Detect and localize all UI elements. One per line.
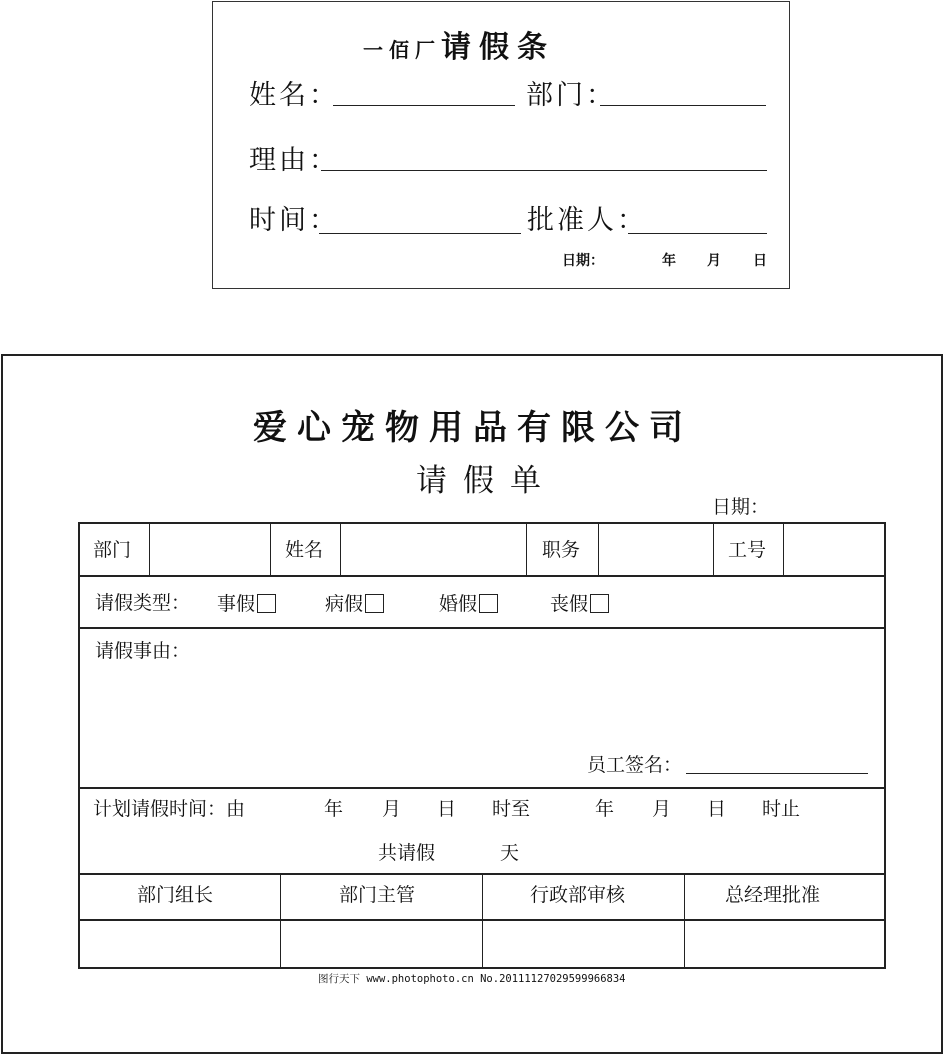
general-manager-signature-cell[interactable] [686, 921, 883, 966]
leave-type-marriage [439, 594, 498, 614]
end-month-label: 月 [652, 798, 672, 820]
leave-type-bereavement-checkbox[interactable] [590, 594, 609, 613]
approval-general-manager: 总经理批准 [725, 884, 821, 906]
row-divider [80, 575, 884, 577]
col-divider [482, 873, 483, 967]
leave-type-sick-checkbox[interactable] [365, 594, 384, 613]
col-divider [684, 873, 685, 967]
approval-team-lead: 部门组长 [137, 884, 214, 906]
leave-type-personal [217, 594, 276, 614]
leave-type-sick [325, 594, 384, 614]
reason-label: 请假事由： [95, 640, 191, 662]
position-input[interactable] [600, 524, 712, 575]
slip-year-label: 年 [662, 253, 676, 269]
slip-title [363, 22, 555, 66]
department-label: 部门 [93, 539, 132, 561]
slip-time-label: 时间： [249, 205, 339, 236]
slip-title-prefix: 一佰厂 [363, 38, 441, 62]
leave-slip [212, 1, 790, 289]
start-day-label: 日 [437, 798, 457, 820]
leave-form-table [78, 522, 886, 969]
team-lead-signature-cell[interactable] [82, 921, 279, 966]
slip-department-field[interactable] [600, 105, 766, 106]
slip-name-label: 姓名： [249, 80, 339, 111]
total-days-suffix: 天 [500, 842, 520, 864]
start-year-label: 年 [324, 798, 344, 820]
department-input[interactable] [151, 524, 269, 575]
leave-type-bereavement-label: 丧假 [550, 593, 589, 615]
col-divider [270, 524, 271, 575]
slip-reason-label: 理由： [249, 145, 339, 176]
col-divider [598, 524, 599, 575]
leave-type-bereavement [550, 594, 609, 614]
slip-approver-field[interactable] [628, 233, 767, 234]
reason-textarea[interactable] [82, 664, 882, 754]
leave-type-marriage-label: 婚假 [439, 593, 478, 615]
dept-manager-signature-cell[interactable] [282, 921, 481, 966]
row-divider [80, 627, 884, 629]
leave-type-sick-label: 病假 [325, 593, 364, 615]
company-name: 爱心宠物用品有限公司 [253, 408, 693, 448]
employee-id-input[interactable] [785, 524, 883, 575]
schedule-to-label: 时至 [492, 798, 531, 820]
col-divider [713, 524, 714, 575]
position-label: 职务 [542, 539, 581, 561]
name-input[interactable] [342, 524, 525, 575]
employee-id-label: 工号 [728, 539, 767, 561]
signature-field[interactable] [686, 773, 868, 774]
watermark-text: 图行天下 www.photophoto.cn No.20111127029599966834 [318, 973, 626, 985]
row-divider [80, 787, 884, 789]
leave-type-label: 请假类型： [95, 592, 191, 614]
start-month-label: 月 [382, 798, 402, 820]
col-divider [526, 524, 527, 575]
col-divider [149, 524, 150, 575]
slip-day-label: 日 [753, 253, 767, 269]
total-days-prefix: 共请假 [378, 842, 436, 864]
slip-approver-label: 批准人： [527, 205, 647, 236]
slip-month-label: 月 [707, 253, 721, 269]
slip-reason-field[interactable] [321, 170, 767, 171]
end-year-label: 年 [595, 798, 615, 820]
leave-type-personal-checkbox[interactable] [257, 594, 276, 613]
form-title: 请假单 [416, 463, 557, 499]
end-day-label: 日 [707, 798, 727, 820]
approval-dept-manager: 部门主管 [339, 884, 416, 906]
name-label: 姓名 [285, 539, 324, 561]
leave-type-marriage-checkbox[interactable] [479, 594, 498, 613]
signature-label: 员工签名： [587, 754, 683, 776]
slip-time-field[interactable] [319, 233, 521, 234]
col-divider [280, 873, 281, 967]
slip-title-main: 请假条 [441, 30, 555, 65]
leave-type-personal-label: 事假 [217, 593, 256, 615]
schedule-label: 计划请假时间：由 [93, 798, 246, 820]
approval-admin-review: 行政部审核 [530, 884, 626, 906]
col-divider [783, 524, 784, 575]
col-divider [340, 524, 341, 575]
slip-date-label: 日期： [562, 253, 604, 269]
admin-review-signature-cell[interactable] [484, 921, 683, 966]
slip-name-field[interactable] [333, 105, 515, 106]
form-date-label: 日期： [712, 496, 770, 518]
slip-department-label: 部门： [526, 80, 616, 111]
schedule-end-label: 时止 [762, 798, 801, 820]
